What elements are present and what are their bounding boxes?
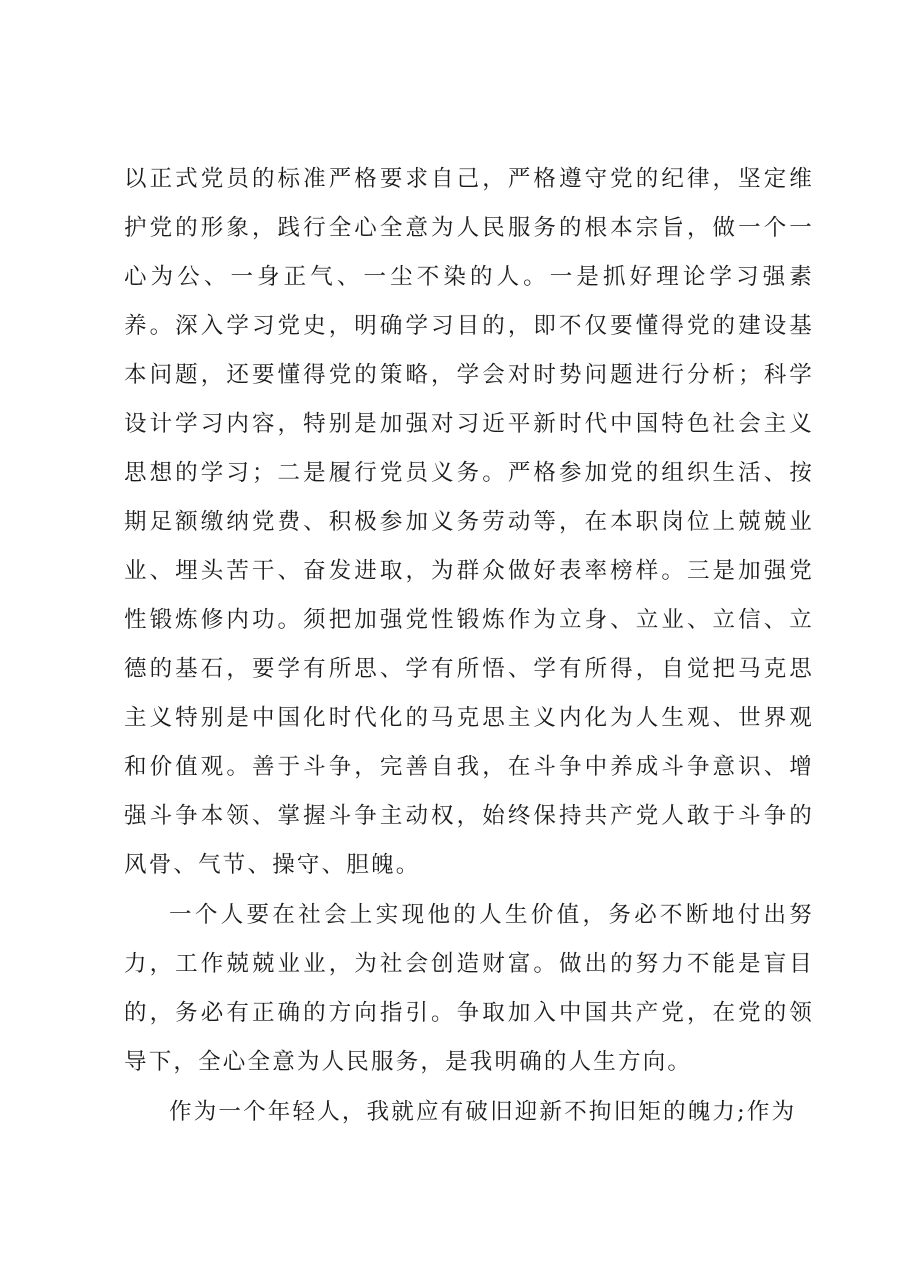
paragraph-2: 一个人要在社会上实现他的人生价值，务必不断地付出努力，工作兢兢业业，为社会创造财富。做出的努力不能是盲目的，务必有正确的方向指引。争取加入中国共产党，在党的领导下，全心全意为人民服务，是我明确的人生方向。 — [124, 902, 814, 1075]
paragraph-1: 以正式党员的标准严格要求自己，严格遵守党的纪律，坚定维护党的形象，践行全心全意为人民服务的根本宗旨，做一个一心为公、一身正气、一尘不染的人。一是抓好理论学习强素养。深入学习党史，明确学习目的，即不仅要懂得党的建设基本问题，还要懂得党的策略，学会对时势问题进行分析；科学设计学习内容，特别是加强对习近平新时代中国特色社会主义思想的学习；二是履行党员义务。严格参加党的组织生活、按期足额缴纳党费、积极参加义务劳动等，在本职岗位上兢兢业业、埋头苦干、奋发进取，为群众做好表率榜样。三是加强党性锻炼修内功。须把加强党性锻炼作为立身、立业、立信、立德的基石，要学有所思、学有所悟、学有所得，自觉把马克思主义特别是中国化时代化的马克思主义内化为人生观、世界观和价值观。善于斗争，完善自我，在斗争中养成斗争意识、增强斗争本领、掌握斗争主动权，始终保持共产党人敢于斗争的风骨、气节、操守、胆魄。 — [124, 166, 814, 878]
document-body — [124, 155, 814, 1138]
paragraph-3: 作为一个年轻人，我就应有破旧迎新不拘旧矩的魄力;作为 — [169, 1099, 797, 1125]
